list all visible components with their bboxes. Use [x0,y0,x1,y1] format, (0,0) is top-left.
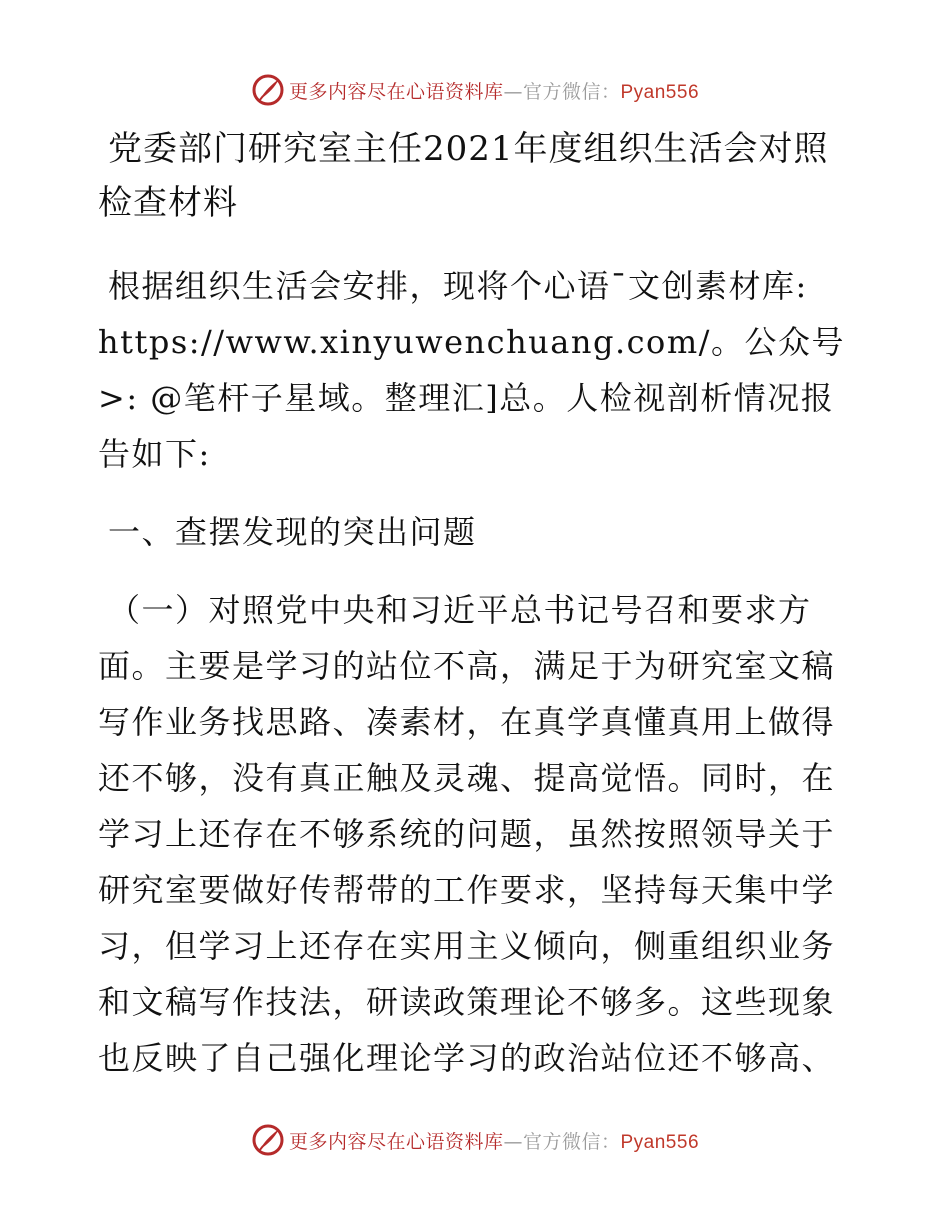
banner-text [289,77,699,104]
section-heading: 一、查摆发现的突出问题 [108,513,477,551]
footer-official-label: 官方微信： [522,1130,621,1153]
header-banner [0,70,950,110]
feather-pen-logo-icon [251,1123,285,1157]
banner-dash: — [503,80,523,103]
banner-official-label: 官方微信： [522,80,621,103]
footer-wechat-id: Pyan556 [620,1131,700,1153]
footer-banner [0,1120,950,1160]
feather-pen-logo-icon [251,73,285,107]
footer-dash: — [503,1130,523,1153]
document-body [98,122,850,1086]
footer-main-text: 更多内容尽在心语资料库 [288,1130,504,1153]
intro-paragraph: 根据组织生活会安排，现将个心语¯文创素材库: https://www.xinyuwenchuang.com/。公众号>: @笔杆子星域。整理汇]总。人检视剖析情况报告如下: [98,267,845,473]
footer-banner-text [289,1127,699,1154]
document-title: 党委部门研究室主任2021年度组织生活会对照检查材料 [98,129,829,223]
banner-wechat-id: Pyan556 [620,81,700,103]
body-paragraph: （一）对照党中央和习近平总书记号召和要求方面。主要是学习的站位不高，满足于为研究室文稿写作业务找思路、凑素材，在真学真懂真用上做得还不够，没有真正触及灵魂、提高觉悟。同时，在学习上还存在不够系统的问题，虽然按照领导关于研究室要做好传帮带的工作要求，坚持每天集中学习，但学习上还存在实用主义倾向，侧重组织业务和文稿写作技法，研读政策理论不够多。这些现象也反映了自己强化理论学习的政治站位还不够高、 [98,591,836,1077]
banner-main-text: 更多内容尽在心语资料库 [288,80,504,103]
